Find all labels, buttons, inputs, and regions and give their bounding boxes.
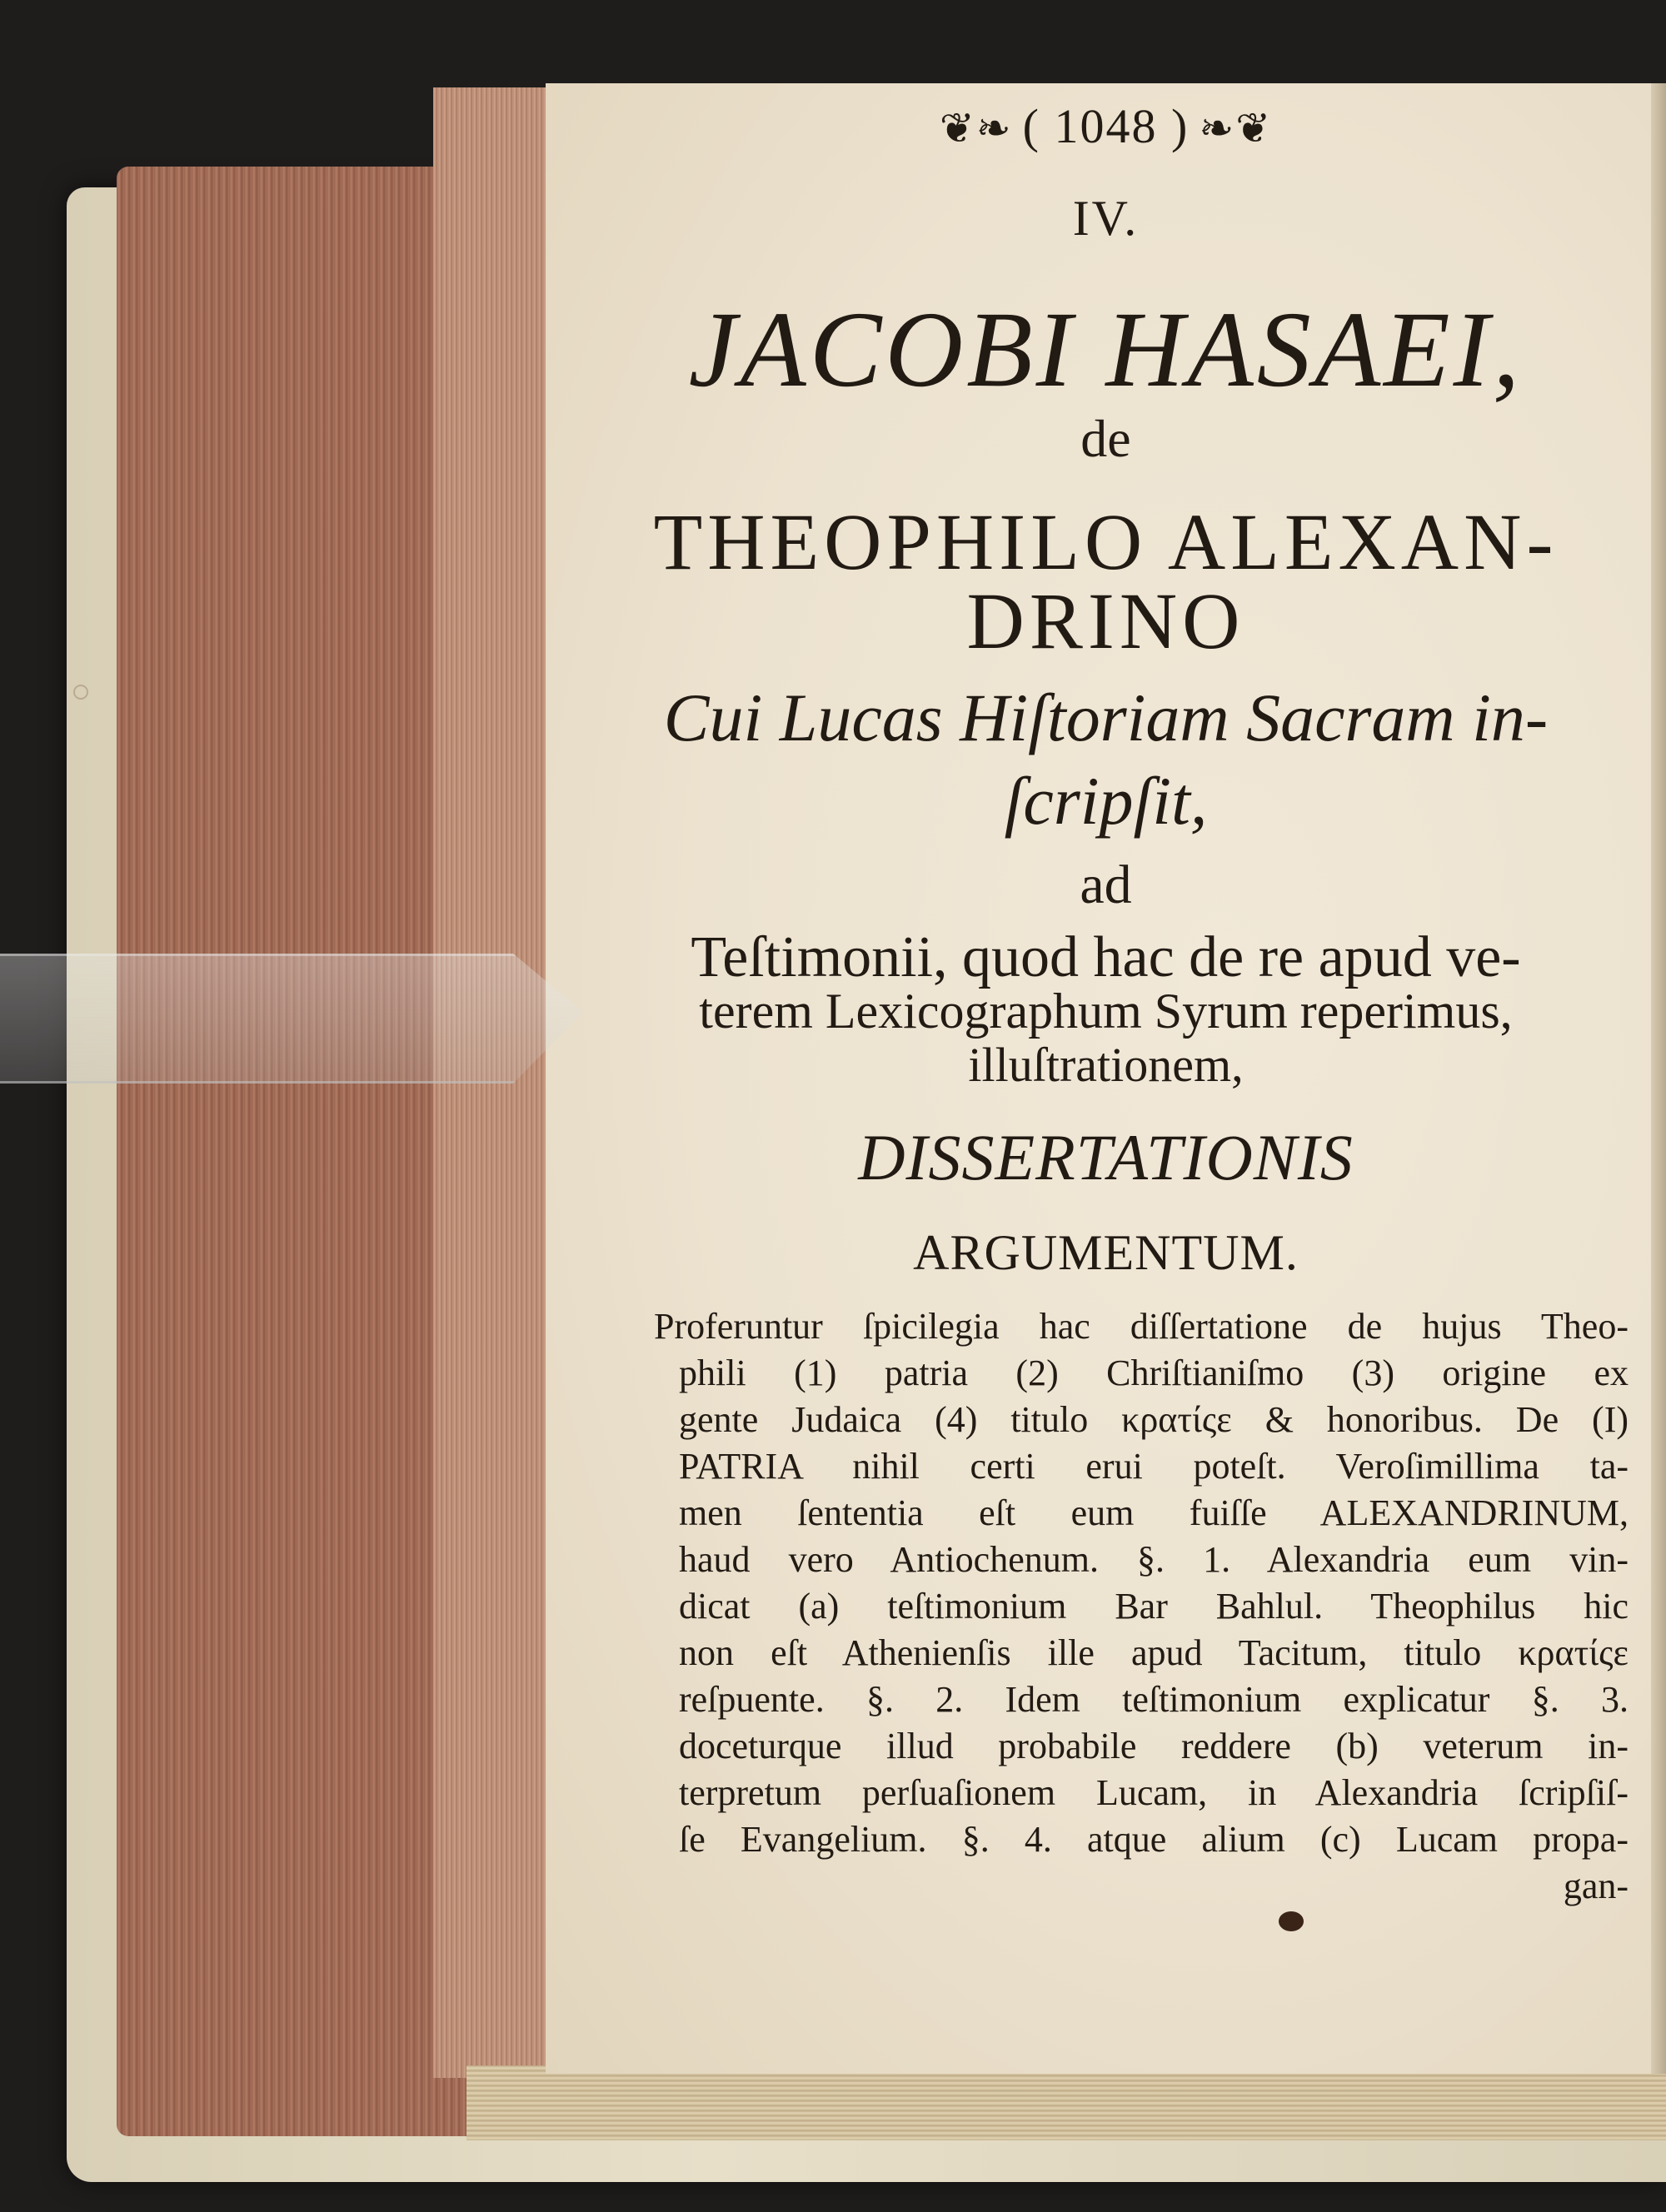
summary-line: gente Judaica (4) titulo κρατίςε & honoribus. De (I) (679, 1399, 1629, 1440)
testimonii-line-2: terem Lexicographum Syrum reperimus, (699, 984, 1513, 1039)
ornament-left-icon: ❦❧ (939, 104, 1013, 152)
ink-spot (1279, 1911, 1304, 1931)
subject-line-2: DRINO (966, 576, 1245, 665)
dissertationis-heading: DISSERTATIONIS (858, 1121, 1354, 1193)
running-header (546, 98, 1666, 154)
page-bottom-edge (466, 2065, 1666, 2140)
summary-line: terpretum perſuaſionem Lucam, in Alexandria ſcripſiſ- (679, 1772, 1629, 1813)
title-ad: ad (1080, 854, 1132, 915)
summary-line: reſpuente. §. 2. Idem teſtimonium explicatur §. 3. (679, 1679, 1629, 1720)
book-fore-edge (117, 167, 466, 2136)
subject-line-1: THEOPHILO ALEXAN- (653, 497, 1559, 586)
title-de: de (1080, 409, 1131, 468)
summary-line: PATRIA nihil certi erui poteſt. Veroſimillima ta- (679, 1446, 1629, 1487)
catchword: gan- (1563, 1866, 1629, 1906)
dot-mark (73, 685, 88, 700)
summary-line: Proferuntur ſpicilegia hac diſſertatione de hujus Theo- (654, 1306, 1629, 1347)
summary-line: phili (1) patria (2) Chriſtianiſmo (3) origine ex (679, 1353, 1629, 1393)
summary-line: doceturque illud probabile reddere (b) veterum in- (679, 1726, 1629, 1766)
page-number: ( 1048 ) (1022, 99, 1190, 153)
summary-line: men ſententia eſt eum fuiſſe ALEXANDRINUM, (679, 1492, 1629, 1533)
summary-line: dicat (a) teſtimonium Bar Bahlul. Theophilus hic (679, 1586, 1629, 1627)
argumentum-heading: ARGUMENTUM. (913, 1225, 1299, 1280)
summary-line: non eſt Athenienſis ille apud Tacitum, titulo κρατίςε (679, 1632, 1629, 1673)
author-title: JACOBI HASAEI, (688, 290, 1524, 410)
argument-summary (654, 1303, 1629, 1910)
book-page (546, 83, 1666, 2074)
cui-line-1: Cui Lucas Hiſtoriam Sacram in- (663, 680, 1549, 755)
summary-line: haud vero Antiochenum. §. 1. Alexandria eum vin- (679, 1539, 1629, 1580)
summary-line: ſe Evangelium. §. 4. atque alium (c) Lucam propa- (679, 1819, 1629, 1860)
ornament-right-icon: ❧❦ (1199, 104, 1273, 152)
bookmark-ribbon (0, 954, 583, 1084)
testimonii-line-1: Teſtimonii, quod hac de re apud ve- (691, 925, 1521, 989)
section-numeral: IV. (1072, 191, 1140, 246)
cui-line-2: ſcripſit, (1004, 763, 1208, 839)
testimonii-line-3: illuſtrationem, (968, 1038, 1244, 1092)
